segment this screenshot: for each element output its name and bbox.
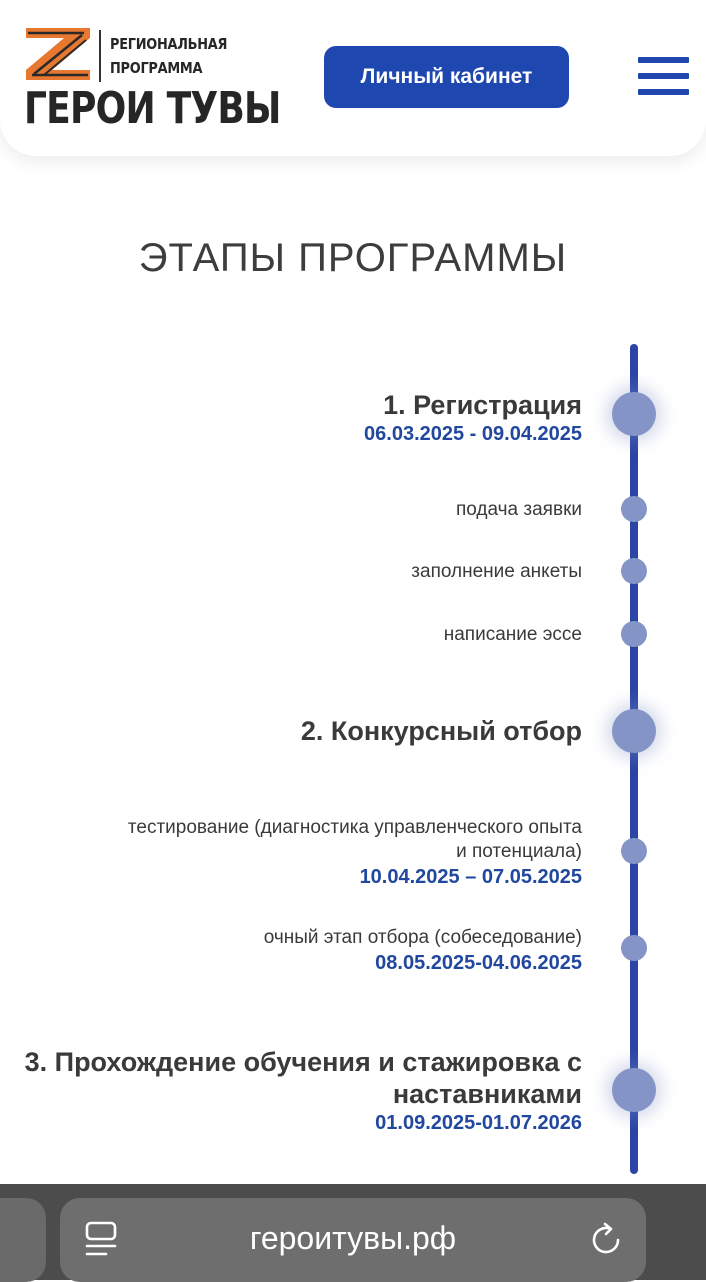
- timeline-line: [630, 344, 638, 1174]
- stage-2-step-2-date: 08.05.2025-04.06.2025: [375, 952, 582, 974]
- previous-tab[interactable]: [0, 1198, 46, 1282]
- stage-1-dot: [612, 392, 656, 436]
- step-dot: [621, 558, 647, 584]
- reload-icon[interactable]: [588, 1222, 624, 1258]
- step-dot: [621, 496, 647, 522]
- site-header: [0, 0, 706, 156]
- step-dot: [621, 838, 647, 864]
- stage-2-step-1-line2: и потенциала): [456, 841, 582, 862]
- menu-bar: [638, 89, 689, 95]
- stage-1-date: 06.03.2025 - 09.04.2025: [364, 423, 582, 445]
- logo-subtitle: [110, 32, 227, 80]
- step-dot: [621, 621, 647, 647]
- stage-3-title-line1: 3. Прохождение обучения и стажировка с: [24, 1047, 582, 1077]
- page-title: ЭТАПЫ ПРОГРАММЫ: [138, 236, 568, 280]
- browser-toolbar: [0, 1184, 706, 1280]
- stage-2-dot: [612, 709, 656, 753]
- logo-subtitle-line2: ПРОГРАММА: [110, 59, 203, 77]
- stage-2-step-1: [128, 816, 582, 890]
- stage-3-title-line2: наставниками: [392, 1079, 582, 1109]
- url-text: героитувы.рф: [249, 1220, 457, 1256]
- stage-1-step-3: написание эссе: [443, 624, 582, 645]
- stage-2-step-2-line1: очный этап отбора (собеседование): [263, 927, 582, 948]
- stage-2-step-1-date: 10.04.2025 – 07.05.2025: [359, 866, 582, 888]
- hamburger-menu-icon[interactable]: [638, 57, 689, 97]
- stage-1-step-2: заполнение анкеты: [411, 561, 582, 582]
- stage-2-step-1-line1: тестирование (диагностика управленческого опыта: [127, 817, 582, 838]
- logo-subtitle-line1: РЕГИОНАЛЬНАЯ: [110, 35, 228, 53]
- stage-3-dot: [612, 1068, 656, 1112]
- stage-1-step-1: подача заявки: [455, 499, 582, 520]
- site-logo[interactable]: [24, 26, 281, 136]
- logo-title: ГЕРОИ ТУВЫ: [24, 83, 281, 134]
- step-dot: [621, 935, 647, 961]
- z-ribbon-logo-icon: [24, 26, 92, 82]
- stage-2-title: 2. Конкурсный отбор: [300, 716, 582, 746]
- stage-1-title: 1. Регистрация: [383, 390, 582, 420]
- personal-account-button[interactable]: Личный кабинет: [324, 46, 569, 108]
- logo-divider: [99, 30, 101, 82]
- stage-3-date: 01.09.2025-01.07.2026: [375, 1112, 582, 1134]
- menu-bar: [638, 57, 689, 63]
- stage-2-step-2: [264, 926, 582, 976]
- stage-1: [364, 389, 582, 447]
- stage-3: [25, 1046, 582, 1136]
- address-bar[interactable]: [60, 1198, 646, 1282]
- menu-bar: [638, 73, 689, 79]
